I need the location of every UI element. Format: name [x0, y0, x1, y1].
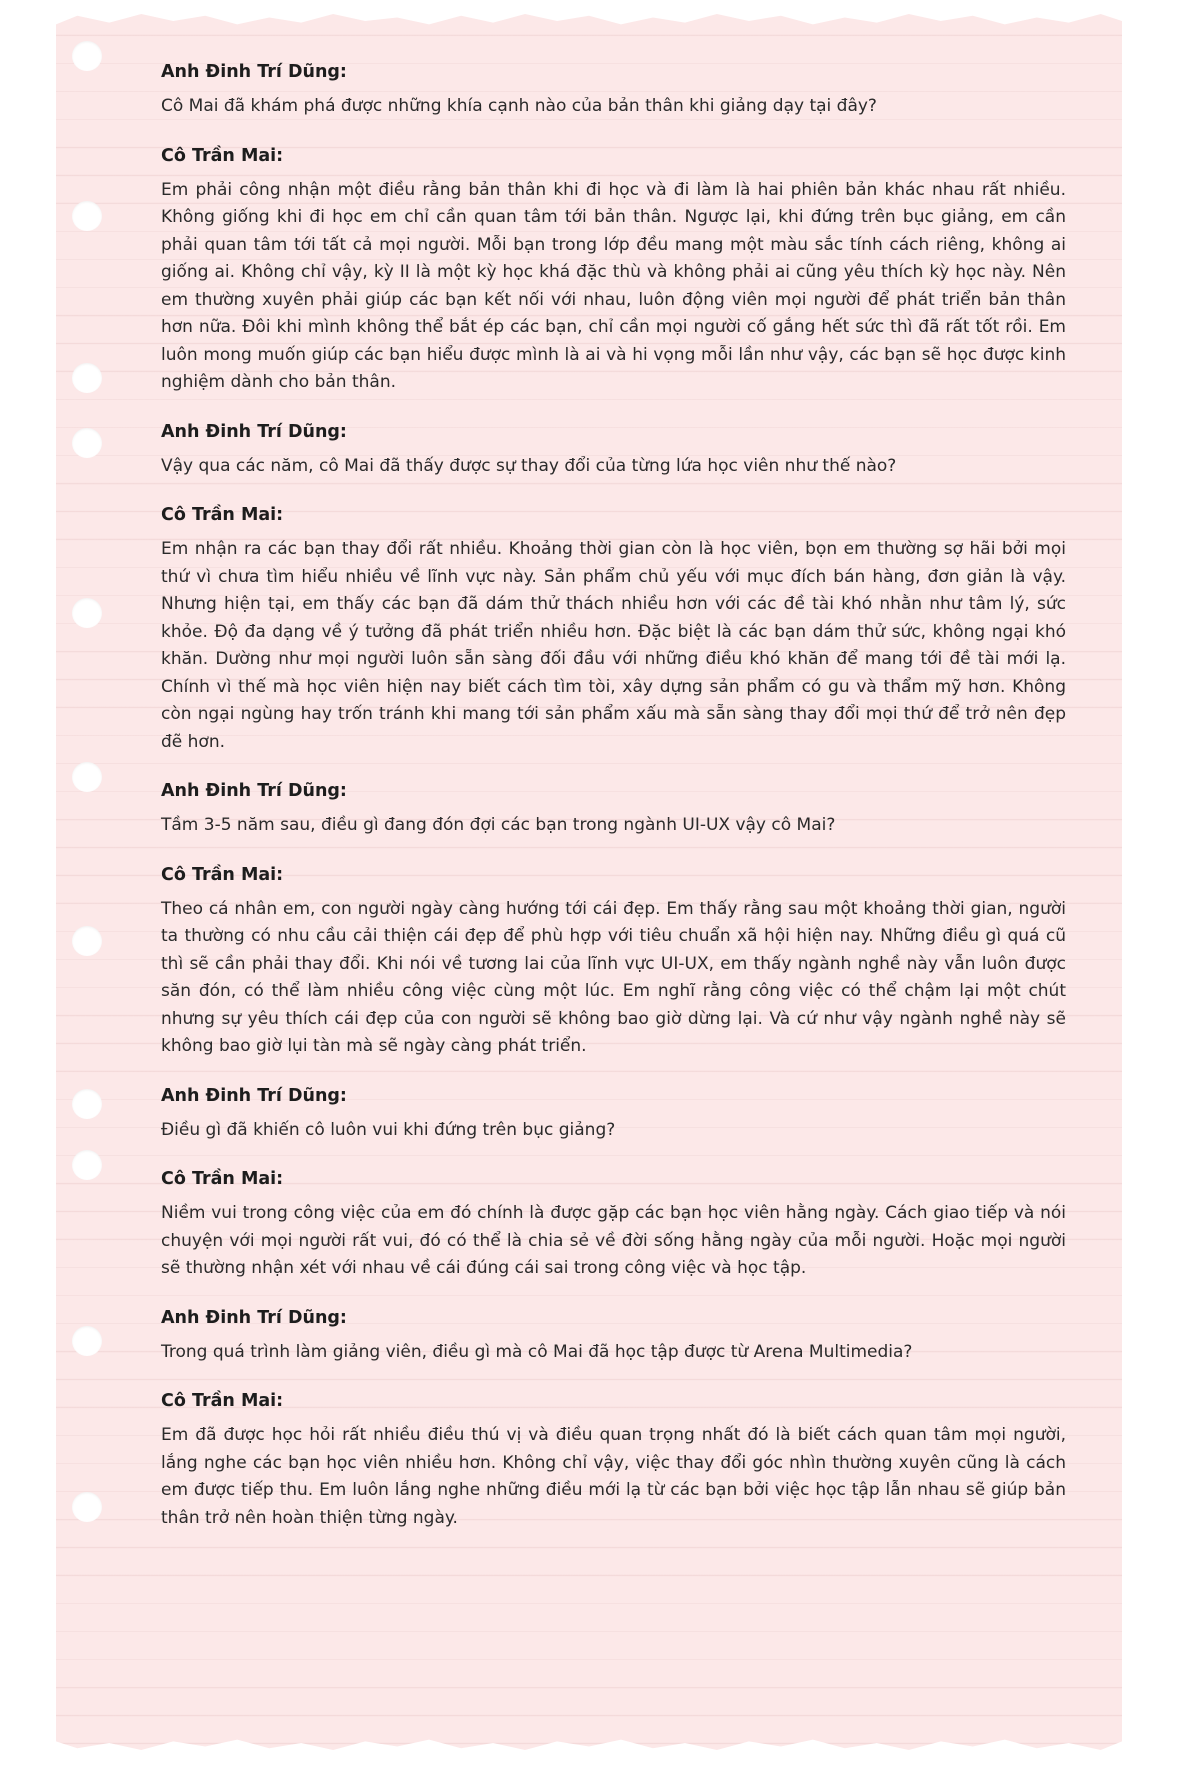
answer-text: Em phải công nhận một điều rằng bản thân khi đi học và đi làm là hai phiên bản khác nhau rất nhiều. Không giống khi đi học em chỉ cần quan tâm tới bản thân. Ngược lại, khi đứng trên bục giảng, em cần phải quan tâm tới tất cả mọi người. Mỗi bạn trong lớp đều mang một màu sắc tính cách riêng, không ai giống ai. Không chỉ vậy, kỳ II là một kỳ học khá đặc thù và không phải ai cũng yêu thích kỳ học này. Nên em thường xuyên phải giúp các bạn kết nối với nhau, luôn động viên mọi người để phát triển bản thân hơn nữa. Đôi khi mình không thể bắt ép các bạn, chỉ cần mọi người cố gắng hết sức thì đã rất tốt rồi. Em luôn mong muốn giúp các bạn hiểu được mình là ai và hi vọng mỗi lần như vậy, các bạn sẽ học được kinh nghiệm dành cho bản thân.	[161, 179, 1066, 392]
question-text: Tầm 3-5 năm sau, điều gì đang đón đợi các bạn trong ngành UI-UX vậy cô Mai?	[161, 815, 836, 835]
speaker-name: Cô Trần Mai:	[161, 1391, 284, 1411]
binder-hole	[72, 1089, 102, 1119]
speaker-name: Anh Đinh Trí Dũng:	[161, 62, 347, 82]
interview-question	[161, 779, 1066, 840]
question-text: Cô Mai đã khám phá được những khía cạnh nào của bản thân khi giảng dạy tại đây?	[161, 96, 877, 116]
interview-question	[161, 1306, 1066, 1367]
interview-question	[161, 420, 1066, 481]
binder-hole	[72, 598, 102, 628]
binder-hole	[72, 1492, 102, 1522]
speaker-name: Anh Đinh Trí Dũng:	[161, 421, 347, 442]
interview-question	[161, 1084, 1066, 1145]
binder-hole	[72, 1150, 102, 1180]
question-text: Điều gì đã khiến cô luôn vui khi đứng trên bục giảng?	[161, 1119, 616, 1140]
interview-transcript	[161, 60, 1066, 1555]
interview-question	[161, 60, 1066, 121]
binder-hole	[72, 428, 102, 458]
speaker-name: Cô Trần Mai:	[161, 505, 284, 525]
interview-answer	[161, 1389, 1066, 1532]
binder-hole	[72, 762, 102, 792]
interview-answer	[161, 503, 1066, 756]
binder-hole	[72, 1326, 102, 1356]
speaker-name: Anh Đinh Trí Dũng:	[161, 781, 347, 801]
speaker-name: Cô Trần Mai:	[161, 864, 284, 885]
binder-hole	[72, 201, 102, 231]
binder-hole	[72, 41, 102, 71]
speaker-name: Anh Đinh Trí Dũng:	[161, 1307, 347, 1328]
answer-text: Em nhận ra các bạn thay đổi rất nhiều. Khoảng thời gian còn là học viên, bọn em thường sợ hãi bởi mọi thứ vì chưa tìm hiểu nhiều về lĩnh vực này. Sản phẩm chủ yếu với mục đích bán hàng, đơn giản là vậy. Nhưng hiện tại, em thấy các bạn đã dám thử thách nhiều hơn với các đề tài khó nhằn như tâm lý, sức khỏe. Độ đa dạng về ý tưởng đã phát triển nhiều hơn. Đặc biệt là các bạn dám thử sức, không ngại khó khăn. Dường như mọi người luôn sẵn sàng đối đầu với những điều khó khăn để mang tới đề tài mới lạ. Chính vì thế mà học viên hiện nay biết cách tìm tòi, xây dựng sản phẩm có gu và thẩm mỹ hơn. Không còn ngại ngùng hay trốn tránh khi mang tới sản phẩm xấu mà sẵn sàng thay đổi mọi thứ để trở nên đẹp đẽ hơn.	[161, 539, 1066, 752]
speaker-name: Cô Trần Mai:	[161, 1169, 284, 1189]
speaker-name: Anh Đinh Trí Dũng:	[161, 1085, 347, 1106]
question-text: Trong quá trình làm giảng viên, điều gì mà cô Mai đã học tập được từ Arena Multimedia?	[161, 1341, 913, 1362]
question-text: Vậy qua các năm, cô Mai đã thấy được sự thay đổi của từng lứa học viên như thế nào?	[161, 455, 897, 476]
binder-hole	[72, 926, 102, 956]
interview-answer	[161, 144, 1066, 397]
answer-text: Em đã được học hỏi rất nhiều điều thú vị và điều quan trọng nhất đó là biết cách quan tâm mọi người, lắng nghe các bạn học viên nhiều hơn. Không chỉ vậy, việc thay đổi góc nhìn thường xuyên cũng là cách em được tiếp thu. Em luôn lắng nghe những điều mới lạ từ các bạn bởi việc học tập lẫn nhau sẽ giúp bản thân trở nên hoàn thiện từng ngày.	[161, 1425, 1066, 1528]
speaker-name: Cô Trần Mai:	[161, 145, 284, 166]
binder-hole	[72, 363, 102, 393]
interview-answer	[161, 1167, 1066, 1283]
answer-text: Theo cá nhân em, con người ngày càng hướng tới cái đẹp. Em thấy rằng sau một khoảng thời gian, người ta thường có nhu cầu cải thiện cái đẹp để phù hợp với tiêu chuẩn xã hội hiện nay. Những điều gì quá cũ thì sẽ cần phải thay đổi. Khi nói về tương lai của lĩnh vực UI-UX, em thấy ngành nghề này vẫn luôn được săn đón, có thể làm nhiều công việc cùng một lúc. Em nghĩ rằng công việc có thể chậm lại một chút nhưng sự yêu thích cái đẹp của con người sẽ không bao giờ dừng lại. Và cứ như vậy ngành nghề này sẽ không bao giờ lụi tàn mà sẽ ngày càng phát triển.	[161, 898, 1066, 1056]
answer-text: Niềm vui trong công việc của em đó chính là được gặp các bạn học viên hằng ngày. Cách giao tiếp và nói chuyện với mọi người rất vui, đó có thể là chia sẻ về đời sống hằng ngày của mỗi người. Hoặc mọi người sẽ thường nhận xét với nhau về cái đúng cái sai trong công việc và học tập.	[161, 1203, 1066, 1278]
interview-answer	[161, 863, 1066, 1061]
